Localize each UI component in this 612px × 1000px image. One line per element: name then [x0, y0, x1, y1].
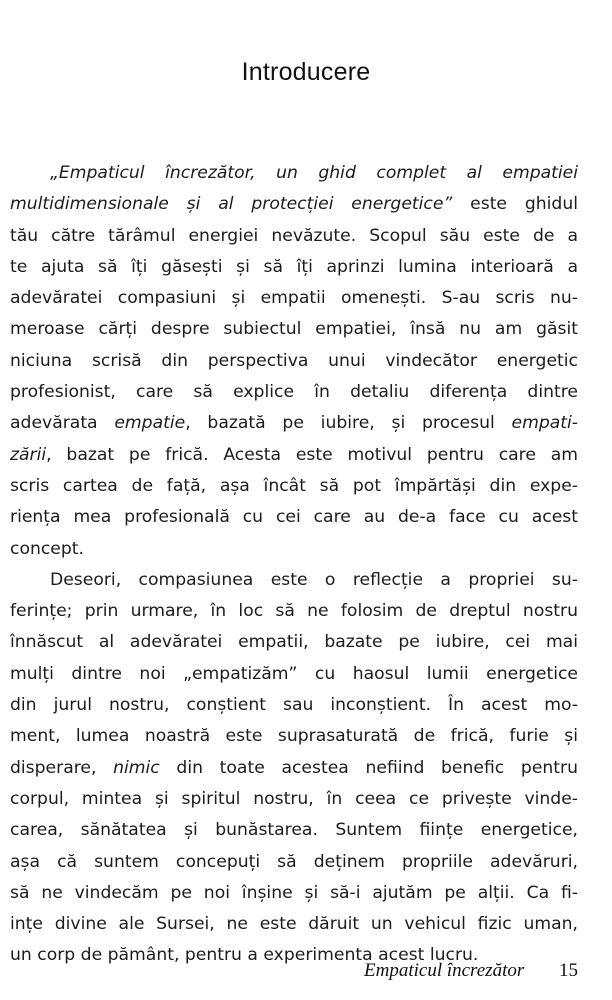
text-line — [10, 471, 578, 502]
text-line — [10, 158, 578, 189]
text-line — [10, 377, 578, 408]
text-line — [10, 878, 578, 909]
text-span: niciuna scrisă din perspectiva unui vindecător energetic — [10, 350, 578, 371]
text-span: așa că suntem concepuți să deținem propriile adevăruri, — [10, 851, 578, 872]
text-span: tău către tărâmul energiei nevăzute. Scopul său este de a — [10, 225, 578, 246]
text-span: scris cartea de față, așa încât să pot împărtăși din expe- — [10, 475, 578, 496]
italic-span: multidimensionale și al protecției energetice” — [10, 194, 453, 215]
text-span: , bazat pe frică. Acesta este motivul pentru care am — [46, 444, 578, 465]
italic-span: empatie — [114, 413, 186, 434]
text-line — [10, 565, 578, 596]
text-line — [10, 502, 578, 533]
text-line — [10, 596, 578, 627]
text-line — [10, 784, 578, 815]
text-line — [10, 408, 578, 439]
text-span: un corp de pământ, pentru a experimenta acest lucru. — [10, 945, 479, 966]
text-span: ințe divine ale Sursei, ne este dăruit un vehicul fizic uman, — [10, 914, 578, 935]
text-line — [10, 252, 578, 283]
text-span: meroase cărți despre subiectul empatiei, însă nu am găsit — [10, 319, 578, 340]
text-line — [10, 346, 578, 377]
chapter-title: Introducere — [241, 58, 371, 86]
text-line — [10, 847, 578, 878]
text-line — [10, 909, 578, 940]
text-span: este ghidul — [452, 194, 578, 215]
text-span: din toate acestea nefiind benefic pentru — [159, 757, 578, 778]
italic-span: zării — [10, 444, 47, 465]
text-span: adevăratei compasiuni și empatii omenești. S-au scris nu- — [10, 288, 578, 309]
text-span: mulți dintre noi „empatizăm” cu haosul lumii energetice — [10, 663, 578, 684]
text-span: carea, sănătatea și bunăstarea. Suntem ființe energetice, — [10, 820, 578, 841]
text-span: din jurul nostru, conștient sau inconștient. În acest mo- — [10, 695, 578, 716]
text-line — [10, 627, 578, 658]
italic-span: „Empaticul încrezător, un ghid complet al empatiei — [50, 163, 578, 183]
text-line — [10, 534, 578, 565]
text-span: concept. — [10, 538, 84, 559]
body-text — [10, 158, 578, 972]
text-line — [10, 440, 578, 471]
text-line — [10, 314, 578, 345]
text-span: te ajuta să îți găsești și să îți aprinzi lumina interioară a — [10, 256, 578, 277]
text-line — [10, 189, 578, 220]
text-span: profesionist, care să explice în detaliu diferența dintre — [10, 382, 578, 403]
text-line — [10, 659, 578, 690]
page-number: 15 — [559, 960, 578, 981]
running-footer-title: Empaticul încrezător — [364, 960, 525, 981]
text-span: înnăscut al adevăratei empatii, bazate pe iubire, cei mai — [10, 632, 578, 653]
text-line — [10, 721, 578, 752]
text-span: riența mea profesională cu cei care au de-a face cu acest — [10, 507, 578, 528]
text-line — [10, 283, 578, 314]
italic-span: nimic — [113, 757, 160, 778]
text-span: Deseori, compasiunea este o reflecție a propriei su- — [50, 569, 578, 590]
text-span: adevărata — [10, 413, 115, 434]
text-line — [10, 753, 578, 784]
text-span: , bazată pe iubire, și procesul — [185, 413, 512, 434]
text-span: ferințe; prin urmare, în loc să ne folosim de dreptul nostru — [10, 601, 578, 622]
text-span: disperare, — [10, 757, 114, 778]
text-span: să ne vindecăm pe noi înșine și să-i ajutăm pe alții. Ca fi- — [10, 882, 578, 903]
text-line — [10, 221, 578, 252]
italic-span: empati- — [511, 413, 578, 434]
text-line — [10, 690, 578, 721]
page-footer — [364, 960, 578, 982]
text-span: ment, lumea noastră este suprasaturată de frică, furie și — [10, 726, 578, 747]
text-span: corpul, mintea și spiritul nostru, în ceea ce privește vinde- — [10, 788, 578, 809]
text-line — [10, 815, 578, 846]
